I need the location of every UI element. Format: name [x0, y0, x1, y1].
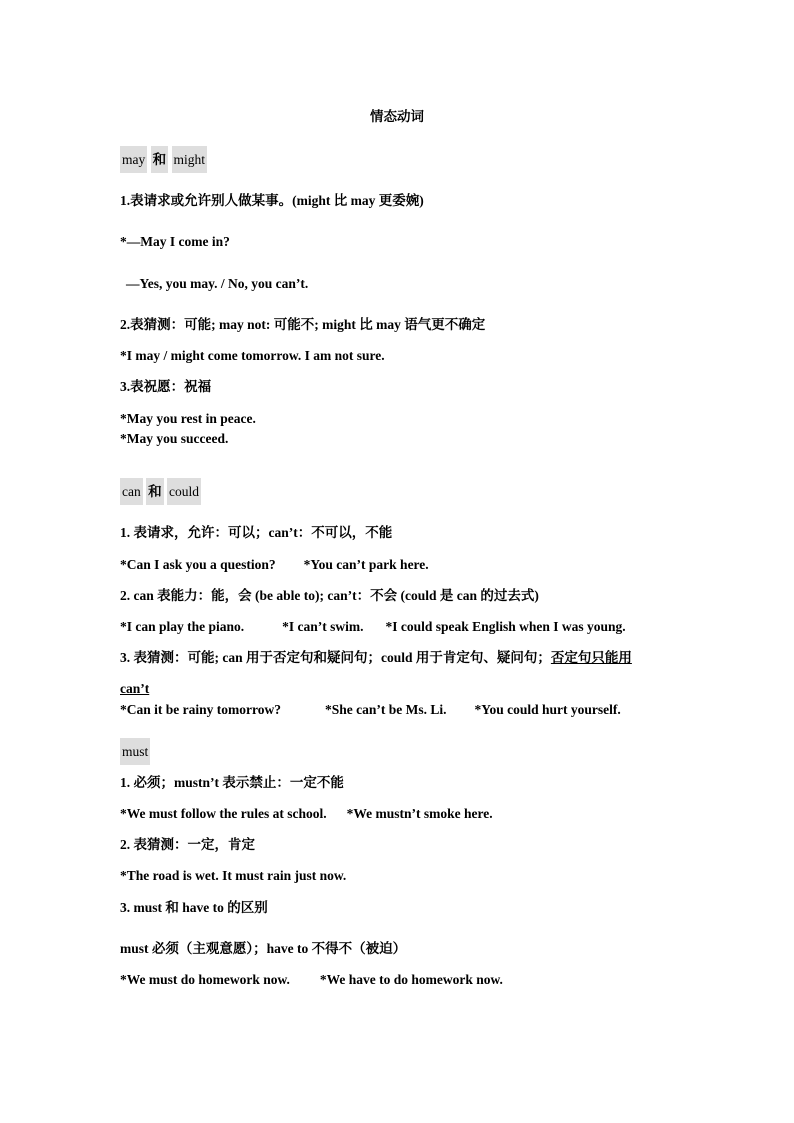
must-point-1: 1. 必须；mustn’t 表示禁止：一定不能 [120, 775, 344, 790]
heading-could: could [167, 478, 201, 505]
must-example-3-2: *We have to do homework now. [319, 972, 503, 987]
can-example-2-2: *I can’t swim. [282, 619, 364, 634]
can-example-3-3: *You could hurt yourself. [474, 702, 621, 717]
must-compare: must 必须（主观意愿）；have to 不得不（被迫） [120, 941, 407, 956]
page-title: 情态动词 [370, 109, 424, 124]
can-point-1: 1. 表请求，允许：可以；can’t：不可以，不能 [120, 525, 393, 540]
can-example-2-3: *I could speak English when I was young. [385, 619, 626, 634]
heading-join: 和 [151, 146, 169, 173]
must-example-1-1: *We must follow the rules at school. [120, 806, 327, 821]
can-point-2: 2. can 表能力：能，会 (be able to); can’t：不会 (could 是 can 的过去式) [120, 588, 539, 603]
must-examples-1 [120, 804, 493, 824]
must-example-3-1: *We must do homework now. [120, 972, 290, 987]
must-point-3: 3. must 和 have to 的区别 [120, 900, 268, 915]
heading-may: may [120, 146, 147, 173]
section-heading-can-could [120, 482, 201, 502]
must-examples-3 [120, 970, 503, 990]
section-heading-may-might [120, 150, 207, 170]
heading-must: must [120, 738, 150, 765]
can-point-3-main: 3. 表猜测：可能; can 用于否定句和疑问句；could 用于肯定句、疑问句； [120, 650, 551, 665]
heading-might: might [172, 146, 208, 173]
heading-join: 和 [146, 478, 164, 505]
can-point-3-underlined: 否定句只能用 [550, 650, 632, 665]
heading-can: can [120, 478, 143, 505]
may-example-2: *I may / might come tomorrow. I am not sure. [120, 348, 385, 363]
can-point-3 [120, 648, 632, 668]
section-heading-must [120, 742, 150, 762]
can-example-1-1: *Can I ask you a question? [120, 557, 276, 572]
can-examples-1 [120, 555, 429, 575]
must-example-1-2: *We mustn’t smoke here. [346, 806, 493, 821]
can-example-2-1: *I can play the piano. [120, 619, 245, 634]
must-example-2: *The road is wet. It must rain just now. [120, 868, 347, 883]
may-example-3a: *May you rest in peace. [120, 411, 256, 426]
can-examples-3 [120, 700, 621, 720]
may-point-1: 1.表请求或允许别人做某事。(might 比 may 更委婉) [120, 193, 424, 208]
can-example-3-2: *She can’t be Ms. Li. [325, 702, 447, 717]
may-point-3: 3.表祝愿：祝福 [120, 379, 212, 394]
can-point-3-continued: can’t [120, 681, 150, 696]
may-point-2: 2.表猜测：可能; may not: 可能不; might 比 may 语气更不确定 [120, 317, 486, 332]
can-examples-2 [120, 617, 626, 637]
may-example-1a: *—May I come in? [120, 234, 230, 249]
must-point-2: 2. 表猜测：一定，肯定 [120, 837, 255, 852]
may-example-3b: *May you succeed. [120, 431, 229, 446]
may-example-1b: —Yes, you may. / No, you can’t. [126, 276, 309, 291]
can-example-3-1: *Can it be rainy tomorrow? [120, 702, 281, 717]
can-example-1-2: *You can’t park here. [303, 557, 429, 572]
